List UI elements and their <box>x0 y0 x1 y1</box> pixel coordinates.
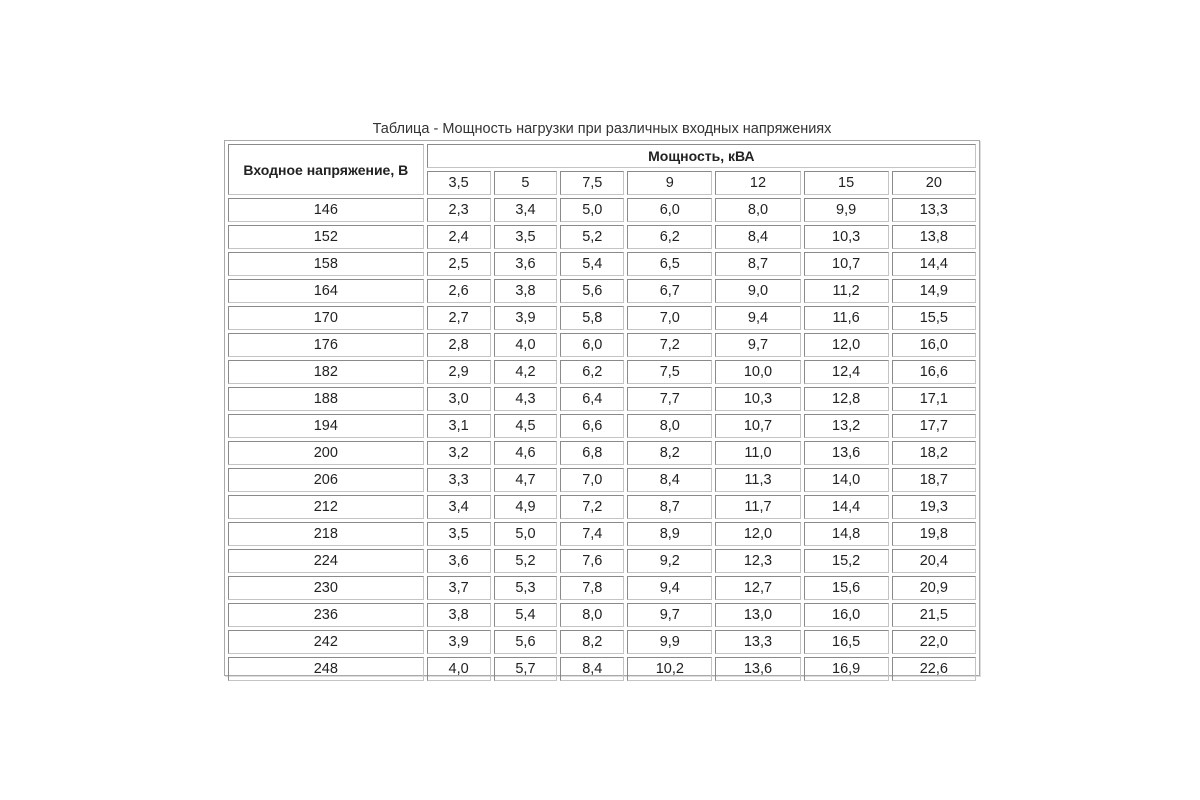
power-value-cell: 3,7 <box>427 576 491 600</box>
header-row-top <box>228 144 976 168</box>
power-value-cell: 6,0 <box>627 198 712 222</box>
power-value-cell: 6,2 <box>627 225 712 249</box>
power-value-cell: 5,8 <box>560 306 624 330</box>
power-value-cell: 7,6 <box>560 549 624 573</box>
power-value-cell: 4,5 <box>494 414 558 438</box>
power-value-cell: 5,0 <box>560 198 624 222</box>
voltage-cell: 230 <box>228 576 424 600</box>
power-value-cell: 11,6 <box>804 306 889 330</box>
power-value-cell: 11,7 <box>715 495 800 519</box>
power-column-header: 7,5 <box>560 171 624 195</box>
voltage-cell: 236 <box>228 603 424 627</box>
table-row <box>228 414 976 438</box>
power-value-cell: 11,3 <box>715 468 800 492</box>
power-value-cell: 12,0 <box>715 522 800 546</box>
power-value-cell: 3,5 <box>494 225 558 249</box>
power-value-cell: 2,3 <box>427 198 491 222</box>
power-value-cell: 7,4 <box>560 522 624 546</box>
power-value-cell: 9,4 <box>627 576 712 600</box>
power-value-cell: 13,3 <box>715 630 800 654</box>
power-value-cell: 14,4 <box>892 252 976 276</box>
power-value-cell: 18,7 <box>892 468 976 492</box>
table-body <box>228 198 976 681</box>
power-value-cell: 13,6 <box>804 441 889 465</box>
power-value-cell: 5,2 <box>494 549 558 573</box>
power-value-cell: 3,4 <box>427 495 491 519</box>
power-value-cell: 5,0 <box>494 522 558 546</box>
voltage-cell: 206 <box>228 468 424 492</box>
power-value-cell: 10,3 <box>804 225 889 249</box>
power-value-cell: 9,9 <box>804 198 889 222</box>
power-value-cell: 14,9 <box>892 279 976 303</box>
power-value-cell: 2,7 <box>427 306 491 330</box>
power-value-cell: 10,7 <box>715 414 800 438</box>
power-value-cell: 8,0 <box>715 198 800 222</box>
power-value-cell: 22,6 <box>892 657 976 681</box>
power-value-cell: 2,5 <box>427 252 491 276</box>
voltage-cell: 242 <box>228 630 424 654</box>
power-value-cell: 8,0 <box>627 414 712 438</box>
voltage-cell: 176 <box>228 333 424 357</box>
power-value-cell: 5,6 <box>494 630 558 654</box>
voltage-cell: 170 <box>228 306 424 330</box>
power-value-cell: 11,0 <box>715 441 800 465</box>
power-value-cell: 19,3 <box>892 495 976 519</box>
table-row <box>228 576 976 600</box>
table-row <box>228 387 976 411</box>
power-column-header: 20 <box>892 171 976 195</box>
power-value-cell: 8,0 <box>560 603 624 627</box>
power-value-cell: 16,0 <box>804 603 889 627</box>
power-value-cell: 8,7 <box>715 252 800 276</box>
voltage-cell: 158 <box>228 252 424 276</box>
power-value-cell: 7,0 <box>560 468 624 492</box>
power-column-header: 5 <box>494 171 558 195</box>
power-value-cell: 9,2 <box>627 549 712 573</box>
power-value-cell: 7,2 <box>560 495 624 519</box>
table-row <box>228 603 976 627</box>
voltage-cell: 248 <box>228 657 424 681</box>
power-value-cell: 5,4 <box>494 603 558 627</box>
voltage-cell: 218 <box>228 522 424 546</box>
power-value-cell: 9,9 <box>627 630 712 654</box>
voltage-column-header: Входное напряжение, В <box>228 144 424 195</box>
power-value-cell: 4,9 <box>494 495 558 519</box>
power-value-cell: 3,2 <box>427 441 491 465</box>
power-value-cell: 3,5 <box>427 522 491 546</box>
power-group-header: Мощность, кВА <box>427 144 976 168</box>
power-value-cell: 12,0 <box>804 333 889 357</box>
power-value-cell: 16,0 <box>892 333 976 357</box>
power-value-cell: 10,7 <box>804 252 889 276</box>
power-value-cell: 3,4 <box>494 198 558 222</box>
power-value-cell: 10,3 <box>715 387 800 411</box>
table-row <box>228 657 976 681</box>
power-value-cell: 3,9 <box>494 306 558 330</box>
voltage-cell: 188 <box>228 387 424 411</box>
power-value-cell: 3,3 <box>427 468 491 492</box>
power-value-cell: 8,4 <box>627 468 712 492</box>
power-value-cell: 16,5 <box>804 630 889 654</box>
table-row <box>228 333 976 357</box>
power-value-cell: 6,4 <box>560 387 624 411</box>
power-column-header: 3,5 <box>427 171 491 195</box>
table-row <box>228 630 976 654</box>
voltage-cell: 182 <box>228 360 424 384</box>
power-value-cell: 3,8 <box>494 279 558 303</box>
power-value-cell: 12,3 <box>715 549 800 573</box>
power-value-cell: 14,0 <box>804 468 889 492</box>
table-row <box>228 441 976 465</box>
power-value-cell: 5,2 <box>560 225 624 249</box>
power-value-cell: 2,4 <box>427 225 491 249</box>
voltage-cell: 146 <box>228 198 424 222</box>
power-value-cell: 2,9 <box>427 360 491 384</box>
power-value-cell: 5,6 <box>560 279 624 303</box>
power-value-cell: 8,7 <box>627 495 712 519</box>
table-row <box>228 522 976 546</box>
power-value-cell: 4,0 <box>427 657 491 681</box>
table-row <box>228 495 976 519</box>
power-value-cell: 16,9 <box>804 657 889 681</box>
power-value-cell: 5,7 <box>494 657 558 681</box>
power-value-cell: 20,9 <box>892 576 976 600</box>
power-value-cell: 5,3 <box>494 576 558 600</box>
power-value-cell: 8,2 <box>627 441 712 465</box>
power-value-cell: 7,8 <box>560 576 624 600</box>
power-value-cell: 19,8 <box>892 522 976 546</box>
voltage-cell: 224 <box>228 549 424 573</box>
power-value-cell: 3,6 <box>427 549 491 573</box>
power-value-cell: 13,0 <box>715 603 800 627</box>
power-value-cell: 17,1 <box>892 387 976 411</box>
power-value-cell: 9,7 <box>627 603 712 627</box>
power-value-cell: 3,9 <box>427 630 491 654</box>
power-value-cell: 2,8 <box>427 333 491 357</box>
power-column-header: 15 <box>804 171 889 195</box>
voltage-cell: 152 <box>228 225 424 249</box>
power-value-cell: 13,8 <box>892 225 976 249</box>
table-row <box>228 306 976 330</box>
power-value-cell: 10,0 <box>715 360 800 384</box>
power-value-cell: 18,2 <box>892 441 976 465</box>
power-value-cell: 7,5 <box>627 360 712 384</box>
power-value-cell: 8,4 <box>715 225 800 249</box>
table-row <box>228 279 976 303</box>
power-value-cell: 6,7 <box>627 279 712 303</box>
power-value-cell: 21,5 <box>892 603 976 627</box>
power-value-cell: 12,7 <box>715 576 800 600</box>
power-value-cell: 4,3 <box>494 387 558 411</box>
power-value-cell: 6,0 <box>560 333 624 357</box>
power-value-cell: 7,7 <box>627 387 712 411</box>
voltage-cell: 200 <box>228 441 424 465</box>
power-value-cell: 9,0 <box>715 279 800 303</box>
power-value-cell: 3,8 <box>427 603 491 627</box>
power-value-cell: 4,2 <box>494 360 558 384</box>
power-column-header: 9 <box>627 171 712 195</box>
table-row <box>228 360 976 384</box>
power-value-cell: 2,6 <box>427 279 491 303</box>
power-value-cell: 11,2 <box>804 279 889 303</box>
power-value-cell: 14,8 <box>804 522 889 546</box>
power-value-cell: 6,8 <box>560 441 624 465</box>
voltage-cell: 164 <box>228 279 424 303</box>
power-value-cell: 13,3 <box>892 198 976 222</box>
voltage-cell: 194 <box>228 414 424 438</box>
power-value-cell: 15,6 <box>804 576 889 600</box>
power-value-cell: 7,2 <box>627 333 712 357</box>
power-value-cell: 14,4 <box>804 495 889 519</box>
table-row <box>228 198 976 222</box>
power-value-cell: 10,2 <box>627 657 712 681</box>
power-value-cell: 4,7 <box>494 468 558 492</box>
power-value-cell: 6,5 <box>627 252 712 276</box>
power-table <box>225 141 979 684</box>
power-value-cell: 9,7 <box>715 333 800 357</box>
table-row <box>228 225 976 249</box>
table-row <box>228 468 976 492</box>
power-value-cell: 5,4 <box>560 252 624 276</box>
power-value-cell: 3,6 <box>494 252 558 276</box>
power-value-cell: 8,4 <box>560 657 624 681</box>
power-value-cell: 6,2 <box>560 360 624 384</box>
power-value-cell: 20,4 <box>892 549 976 573</box>
power-value-cell: 12,8 <box>804 387 889 411</box>
power-value-cell: 15,5 <box>892 306 976 330</box>
power-value-cell: 13,2 <box>804 414 889 438</box>
table-row <box>228 252 976 276</box>
power-value-cell: 9,4 <box>715 306 800 330</box>
power-value-cell: 6,6 <box>560 414 624 438</box>
power-column-header: 12 <box>715 171 800 195</box>
voltage-cell: 212 <box>228 495 424 519</box>
power-table-container <box>224 140 980 676</box>
power-value-cell: 16,6 <box>892 360 976 384</box>
power-value-cell: 13,6 <box>715 657 800 681</box>
power-value-cell: 12,4 <box>804 360 889 384</box>
table-caption: Таблица - Мощность нагрузки при различных входных напряжениях <box>372 121 832 137</box>
power-value-cell: 22,0 <box>892 630 976 654</box>
power-value-cell: 4,0 <box>494 333 558 357</box>
power-value-cell: 8,9 <box>627 522 712 546</box>
power-value-cell: 3,0 <box>427 387 491 411</box>
power-value-cell: 17,7 <box>892 414 976 438</box>
power-value-cell: 7,0 <box>627 306 712 330</box>
table-row <box>228 549 976 573</box>
power-value-cell: 8,2 <box>560 630 624 654</box>
power-value-cell: 3,1 <box>427 414 491 438</box>
power-value-cell: 4,6 <box>494 441 558 465</box>
power-value-cell: 15,2 <box>804 549 889 573</box>
